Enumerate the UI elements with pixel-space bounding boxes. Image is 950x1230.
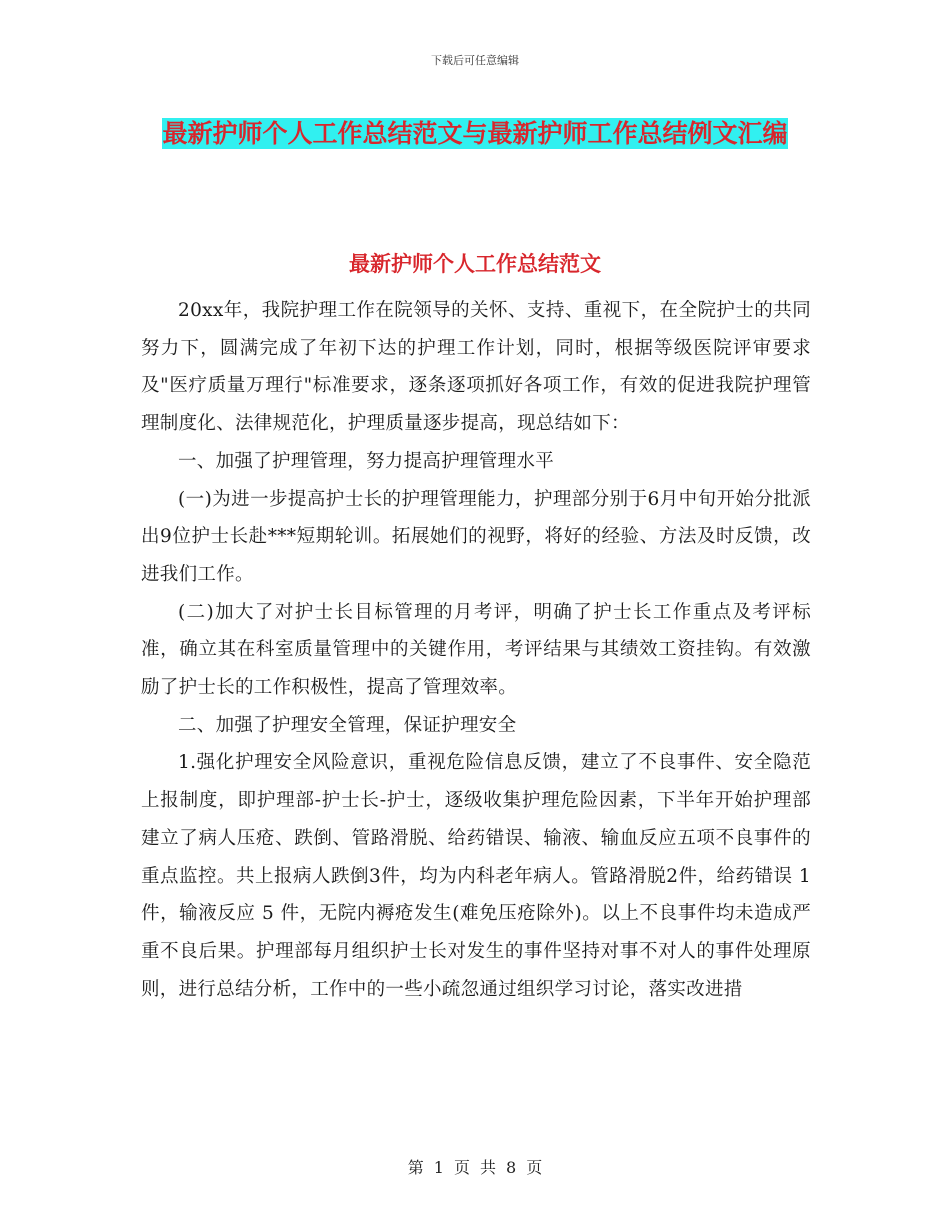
- body-text: [141, 292, 811, 1008]
- paragraph: 1.强化护理安全风险意识，重视危险信息反馈，建立了不良事件、安全隐范上报制度，即护理部-护士长-护士，逐级收集护理危险因素，下半年开始护理部建立了病人压疮、跌倒、管路滑脱、给药错误、输液、输血反应五项不良事件的重点监控。共上报病人跌倒3件，均为内科老年病人。管路滑脱2件，给药错误 1 件，输液反应 5 件，无院内褥疮发生(难免压疮除外)。以上不良事件均未造成严重不良后果。护理部每月组织护士长对发生的事件坚持对事不对人的事件处理原则，进行总结分析，工作中的一些小疏忽通过组织学习讨论，落实改进措: [141, 752, 811, 1000]
- paragraph: (一)为进一步提高护士长的护理管理能力，护理部分别于6月中旬开始分批派出9位护士长赴***短期轮训。拓展她们的视野，将好的经验、方法及时反馈，改进我们工作。: [141, 488, 811, 585]
- page-number: 1: [433, 1158, 444, 1177]
- paragraph: (二)加大了对护士长目标管理的月考评，明确了护士长工作重点及考评标准，确立其在科室质量管理中的关键作用，考评结果与其绩效工资挂钩。有效激励了护士长的工作积极性，提高了管理效率。: [141, 601, 811, 699]
- paragraph-heading: 一、加强了护理管理，努力提高护理管理水平: [178, 450, 555, 472]
- footer-page-label: 页: [453, 1158, 470, 1177]
- total-pages: 8: [506, 1158, 517, 1177]
- section-title: 最新护师个人工作总结范文: [349, 252, 601, 276]
- header-note: 下载后可任意编辑: [431, 54, 519, 67]
- paragraph-heading: 二、加强了护理安全管理，保证护理安全: [178, 714, 517, 736]
- footer-prefix: 第: [407, 1158, 424, 1177]
- document-title-text: 最新护师个人工作总结范文与最新护师工作总结例文汇编: [162, 119, 788, 148]
- paragraph: 20xx年，我院护理工作在院领导的关怀、支持、重视下，在全院护士的共同努力下，圆满完成了年初下达的护理工作计划，同时，根据等级医院评审要求及"医疗质量万理行"标准要求，逐条逐项抓好各项工作，有效的促进我院护理管理制度化、法律规范化，护理质量逐步提高，现总结如下：: [141, 300, 811, 435]
- document-title: [140, 112, 810, 155]
- page-footer: [0, 1155, 950, 1178]
- footer-suffix: 页: [526, 1158, 543, 1177]
- footer-total-label: 共: [480, 1158, 497, 1177]
